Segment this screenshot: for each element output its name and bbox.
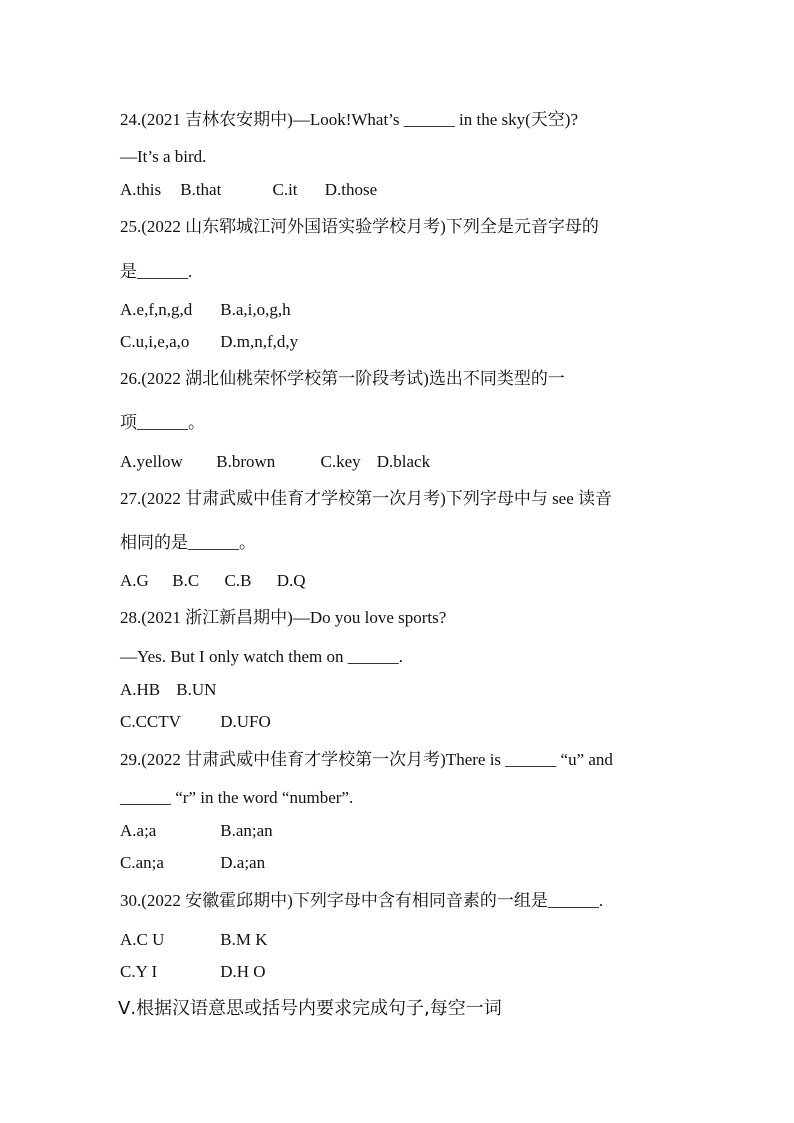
q29-options-row2 xyxy=(120,853,265,873)
option-d: D.H O xyxy=(220,962,266,981)
section-heading: Ⅴ.根据汉语意思或括号内要求完成句子,每空一词 xyxy=(118,998,502,1019)
q27-stem-line2: 相同的是______。 xyxy=(120,533,256,552)
q30-options-row2 xyxy=(120,962,266,982)
option-b: B.UN xyxy=(176,680,217,699)
option-c: C.it xyxy=(272,180,298,199)
option-a: A.HB xyxy=(120,680,161,699)
option-d: D.Q xyxy=(276,571,306,590)
q28-options-row1 xyxy=(120,680,216,700)
q24-stem: 24.(2021 吉林农安期中)—Look!What’s ______ in the sky(天空)? xyxy=(120,110,578,129)
option-d: D.black xyxy=(376,452,431,471)
option-a: A.this xyxy=(120,180,162,199)
q24-options xyxy=(120,180,377,200)
option-a: A.e,f,n,g,d xyxy=(120,300,193,319)
option-c: C.key xyxy=(320,452,361,471)
option-c: C.B xyxy=(224,571,252,590)
option-a: A.yellow xyxy=(120,452,183,471)
q28-answer-line: —Yes. But I only watch them on ______. xyxy=(120,647,404,666)
option-b: B.that xyxy=(180,180,222,199)
option-d: D.m,n,f,d,y xyxy=(220,332,299,351)
q28-options-row2 xyxy=(120,712,271,732)
q29-stem-line2: ______ “r” in the word “number”. xyxy=(120,788,354,807)
option-c: C.u,i,e,a,o xyxy=(120,332,190,351)
option-d: D.UFO xyxy=(220,712,271,731)
option-b: B.brown xyxy=(216,452,276,471)
q29-options-row1 xyxy=(120,821,273,841)
option-b: B.an;an xyxy=(220,821,273,840)
option-d: D.a;an xyxy=(220,853,266,872)
option-c: C.Y I xyxy=(120,962,158,981)
q25-options-row2 xyxy=(120,332,298,352)
option-b: B.C xyxy=(172,571,200,590)
q26-stem-line1: 26.(2022 湖北仙桃荣怀学校第一阶段考试)选出不同类型的一 xyxy=(120,369,565,388)
q30-stem: 30.(2022 安徽霍邱期中)下列字母中含有相同音素的一组是______. xyxy=(120,891,604,910)
option-a: A.G xyxy=(120,571,149,590)
option-d: D.those xyxy=(324,180,378,199)
option-a: A.C U xyxy=(120,930,165,949)
q30-options-row1 xyxy=(120,930,267,950)
q29-stem-line1: 29.(2022 甘肃武威中佳育才学校第一次月考)There is ______ “u” and xyxy=(120,750,613,769)
q24-answer-line: —It’s a bird. xyxy=(120,147,207,166)
option-a: A.a;a xyxy=(120,821,157,840)
q25-options-row1 xyxy=(120,300,291,320)
q25-stem-line1: 25.(2022 山东郓城江河外国语实验学校月考)下列全是元音字母的 xyxy=(120,217,599,236)
option-c: C.CCTV xyxy=(120,712,181,731)
q26-options xyxy=(120,452,430,472)
q25-stem-line2: 是______. xyxy=(120,262,193,281)
option-c: C.an;a xyxy=(120,853,164,872)
q28-stem: 28.(2021 浙江新昌期中)—Do you love sports? xyxy=(120,608,447,627)
q27-stem-line1: 27.(2022 甘肃武威中佳育才学校第一次月考)下列字母中与 see 读音 xyxy=(120,489,613,508)
q27-options xyxy=(120,571,306,591)
option-b: B.M K xyxy=(220,930,268,949)
q26-stem-line2: 项______。 xyxy=(120,413,205,432)
option-b: B.a,i,o,g,h xyxy=(220,300,291,319)
